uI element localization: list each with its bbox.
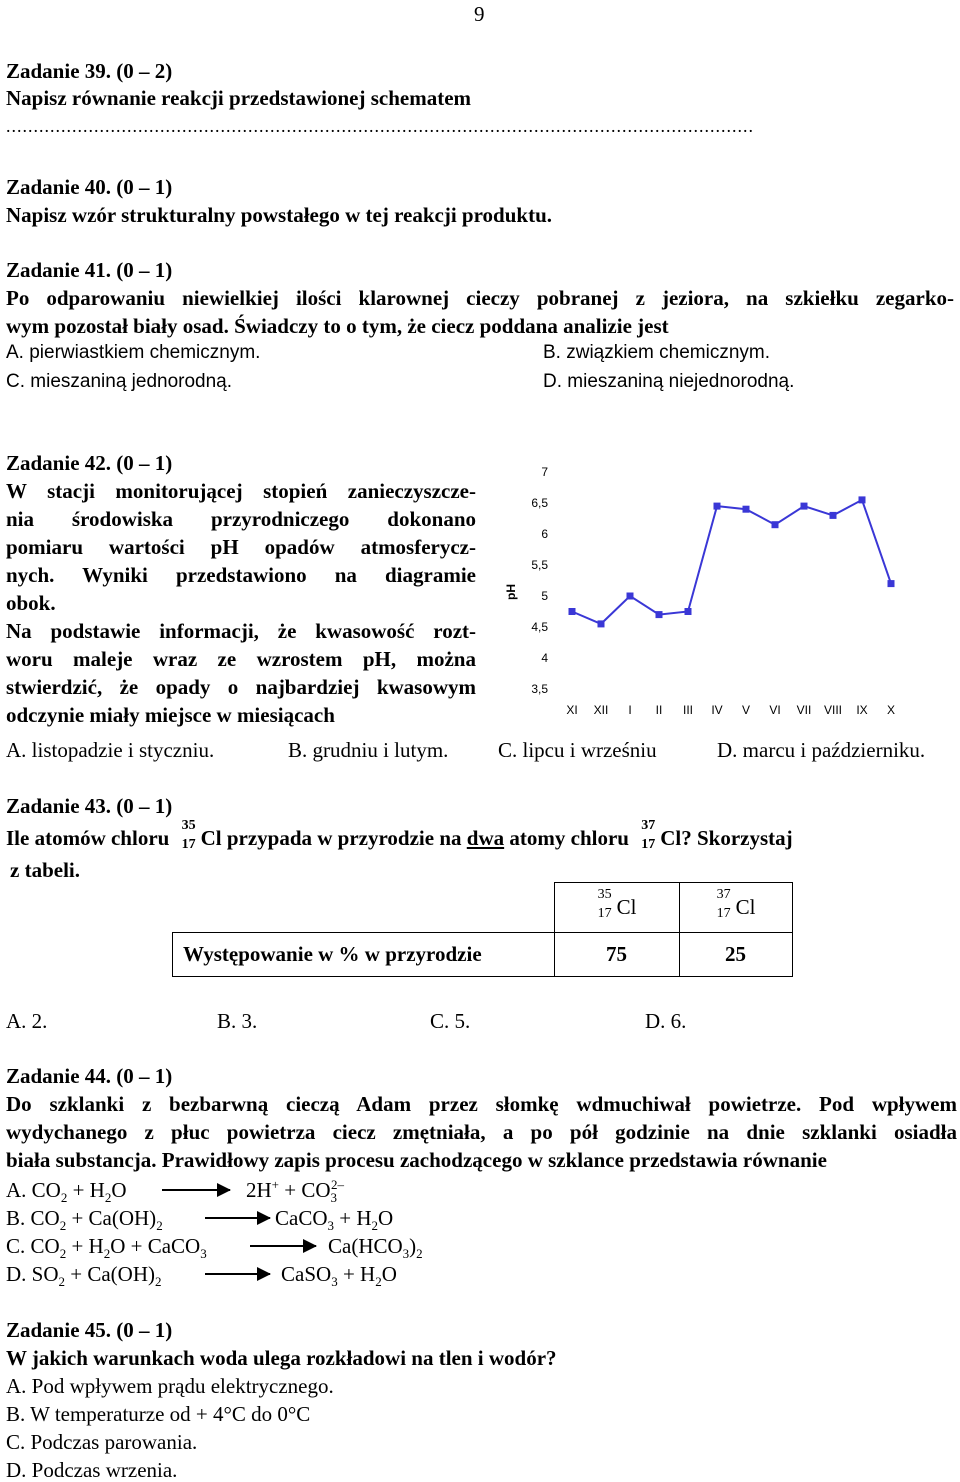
task-41-title: Zadanie 41. (0 – 1) xyxy=(6,258,173,282)
task-42-title: Zadanie 42. (0 – 1) xyxy=(6,451,173,475)
option-44-c-products: $Ca(HCO_3)_2$ xyxy=(328,1234,423,1262)
option-44-a: A. $CO_2 + H_2O$ xyxy=(6,1178,127,1206)
task-42-line: W stacji monitorującej stopień zanieczyszcze- xyxy=(6,479,476,503)
option-44-b-products: CaCO$_3$ + $H_2O$ xyxy=(275,1206,394,1234)
option-41-d: D. mieszaniną niejednorodną. xyxy=(543,371,795,392)
data-point xyxy=(743,506,750,513)
option-41-b: B. związkiem chemicznym. xyxy=(543,342,770,363)
x-tick-label: IV xyxy=(711,703,723,717)
table-header-cl37: 37 17 Cl xyxy=(679,883,792,933)
task-42-line: Na podstawie informacji, że kwasowość rozt- xyxy=(6,619,476,643)
option-44-d-products: CaSO$_3$ + $H_2O$ xyxy=(281,1262,397,1290)
x-tick-label: XI xyxy=(566,703,578,717)
task-43-question-line2: z tabeli. xyxy=(10,858,80,882)
reaction-arrow xyxy=(250,1245,316,1247)
data-point xyxy=(656,611,663,618)
x-tick-label: III xyxy=(682,703,694,717)
reaction-arrow xyxy=(205,1217,270,1219)
task-40-title: Zadanie 40. (0 – 1) xyxy=(6,175,173,199)
data-point xyxy=(569,608,576,615)
task-41-line2: wym pozostał biały osad. Świadczy to o tym, że ciecz poddana analizie jest xyxy=(6,314,669,338)
task-42-line: odczynie miały miejsce w miesiącach xyxy=(6,703,335,727)
option-42-d: D. marcu i październiku. xyxy=(717,738,926,762)
data-point xyxy=(888,580,895,587)
task-42-line: pomiaru wartości pH opadów atmosferycz- xyxy=(6,535,476,559)
data-point xyxy=(598,620,605,627)
task-40-text: Napisz wzór strukturalny powstałego w tej reakcji produktu. xyxy=(6,203,553,227)
table-row-label: Występowanie w % w przyrodzie xyxy=(173,933,555,977)
option-45-d: D. Podczas wrzenia. xyxy=(6,1458,178,1482)
option-44-a-products: $2H^+ + CO_3^{2-}$ xyxy=(246,1177,345,1206)
task-42-line: obok. xyxy=(6,591,56,615)
option-41-c: C. mieszaniną jednorodną. xyxy=(6,371,233,392)
ph-series-line xyxy=(572,500,891,624)
data-point xyxy=(830,512,837,519)
option-44-c: C. $CO_2 + H_2O$ + CaCO$_3$ xyxy=(6,1234,207,1262)
data-point xyxy=(627,593,634,600)
option-43-a: A. 2. xyxy=(6,1009,48,1033)
task-43-question: Ile atomów chloru 35 17 Cl przypada w przyrodzie na dwa atomy chloru 37 17 Cl? Skorzystaj xyxy=(6,818,793,852)
x-tick-label: VI xyxy=(769,703,781,717)
task-45-question: W jakich warunkach woda ulega rozkładowi na tlen i wodór? xyxy=(6,1346,557,1370)
table-value-cl37: 25 xyxy=(679,933,792,977)
y-tick-label: 6 xyxy=(541,527,548,541)
y-axis-label: pH xyxy=(504,584,518,600)
x-tick-label: X xyxy=(886,703,896,717)
reaction-arrow xyxy=(205,1273,270,1275)
page-number: 9 xyxy=(474,2,485,26)
option-44-b: B. $CO_2 + Ca(OH)_2$ xyxy=(6,1206,163,1234)
ph-line-chart xyxy=(495,455,925,727)
x-tick-label: VII xyxy=(796,703,812,717)
data-point xyxy=(685,608,692,615)
x-tick-label: I xyxy=(628,703,632,717)
task-43-title: Zadanie 43. (0 – 1) xyxy=(6,794,173,818)
option-45-a: A. Pod wpływem prądu elektrycznego. xyxy=(6,1374,334,1398)
y-tick-label: 6,5 xyxy=(531,496,548,510)
task-39-title: Zadanie 39. (0 – 2) xyxy=(6,59,173,83)
task-44-title: Zadanie 44. (0 – 1) xyxy=(6,1064,173,1088)
option-45-c: C. Podczas parowania. xyxy=(6,1430,198,1454)
task-42-line: nia środowiska przyrodniczego dokonano xyxy=(6,507,476,531)
answer-dots: ........................................................................................................................................ xyxy=(6,116,754,136)
task-44-line1: Do szklanki z bezbarwną cieczą Adam przez słomkę wdmuchiwał powietrze. Pod wpływem xyxy=(6,1092,957,1116)
x-tick-label: VIII xyxy=(823,703,843,717)
option-43-c: C. 5. xyxy=(430,1009,471,1033)
data-point xyxy=(801,503,808,510)
y-tick-label: 3,5 xyxy=(531,682,548,696)
data-point xyxy=(859,496,866,503)
option-45-b: B. W temperaturze od + 4°C do 0°C xyxy=(6,1402,311,1426)
chlorine-37-isotope-symbol: 37 17 xyxy=(641,818,656,852)
task-44-line2: wydychanego z płuc powietrza ciecz zmętniała, a po pół godzinie na dnie szklanki osiadła xyxy=(6,1120,957,1144)
x-tick-label: XII xyxy=(593,703,609,717)
chlorine-35-isotope-symbol: 35 17 xyxy=(181,818,196,852)
x-tick-label: II xyxy=(655,703,663,717)
option-44-d: D. $SO_2 + Ca(OH)_2$ xyxy=(6,1262,162,1290)
data-point xyxy=(772,521,779,528)
x-tick-label: V xyxy=(741,703,751,717)
task-39-text: Napisz równanie reakcji przedstawionej schematem xyxy=(6,86,472,110)
task-42-line: woru maleje wraz ze wzrostem pH, można xyxy=(6,647,476,671)
table-value-cl35: 75 xyxy=(554,933,679,977)
option-42-c: C. lipcu i wrześniu xyxy=(498,738,657,762)
task-42-line: stwierdzić, że opady o najbardziej kwasowym xyxy=(6,675,476,699)
y-tick-label: 7 xyxy=(541,465,548,479)
task-42-line: nych. Wyniki przedstawiono na diagramie xyxy=(6,563,476,587)
option-43-b: B. 3. xyxy=(217,1009,258,1033)
option-41-a: A. pierwiastkiem chemicznym. xyxy=(6,342,261,363)
y-tick-label: 4,5 xyxy=(531,620,548,634)
option-43-d: D. 6. xyxy=(645,1009,687,1033)
isotope-table xyxy=(172,882,793,977)
option-42-a: A. listopadzie i styczniu. xyxy=(6,738,215,762)
task-44-line3: biała substancja. Prawidłowy zapis procesu zachodzącego w szklance przedstawia równanie xyxy=(6,1148,827,1172)
y-tick-label: 5 xyxy=(541,589,548,603)
data-point xyxy=(714,503,721,510)
y-tick-label: 5,5 xyxy=(531,558,548,572)
task-45-title: Zadanie 45. (0 – 1) xyxy=(6,1318,173,1342)
table-header-cl35: 35 17 Cl xyxy=(554,883,679,933)
x-tick-label: IX xyxy=(856,703,868,717)
option-42-b: B. grudniu i lutym. xyxy=(288,738,449,762)
y-tick-label: 4 xyxy=(541,651,548,665)
task-41-line1: Po odparowaniu niewielkiej ilości klarownej cieczy pobranej z jeziora, na szkiełku zegarko- xyxy=(6,286,954,310)
reaction-arrow xyxy=(162,1189,230,1191)
table-empty-cell xyxy=(173,883,555,933)
